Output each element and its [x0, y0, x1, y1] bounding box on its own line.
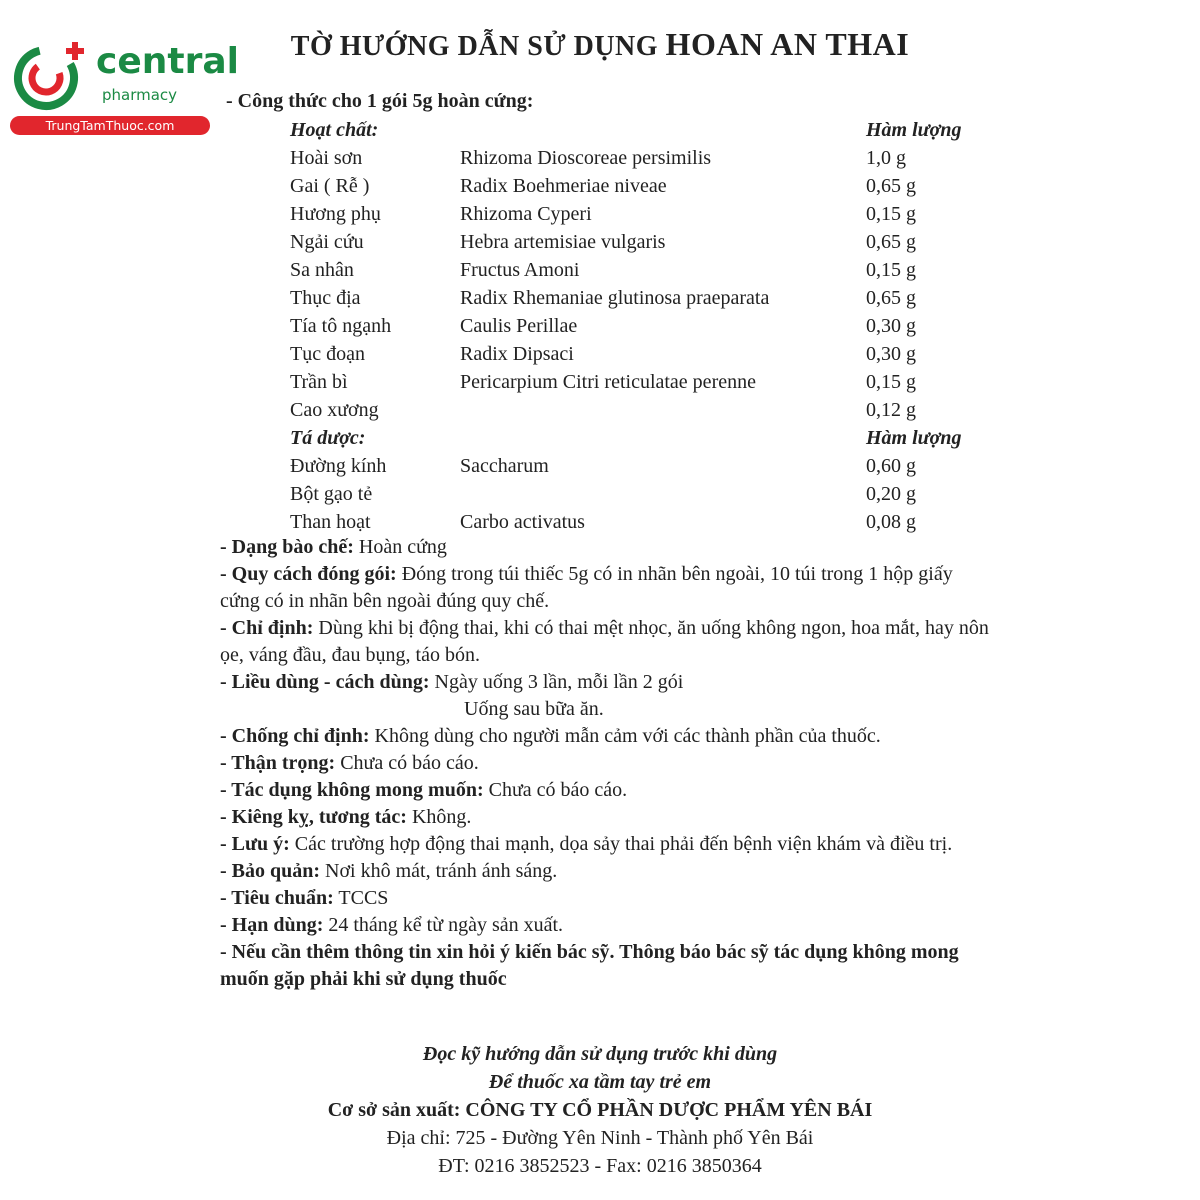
table-row [290, 228, 986, 256]
ingredient-qty: 0,12 g [866, 398, 916, 421]
section-packaging [220, 561, 990, 615]
table-row [290, 508, 986, 536]
excipient-qty: 0,08 g [866, 510, 916, 533]
section-label: - Hạn dùng: [220, 914, 324, 936]
section-label: - Chỉ định: [220, 617, 314, 639]
active-qty-heading: Hàm lượng [866, 118, 962, 141]
section-dosage-note: Uống sau bữa ăn. [464, 698, 604, 720]
logo-sub-text: pharmacy [102, 86, 178, 104]
footer-read-warning: Đọc kỹ hướng dẫn sử dụng trước khi dùng [422, 1043, 778, 1065]
section-text: Không dùng cho người mẫn cảm với các thành phần của thuốc. [369, 725, 881, 747]
section-indication [220, 615, 990, 669]
ingredient-latin: Radix Rhemaniae glutinosa praeparata [460, 286, 770, 309]
excipient-name: Bột gạo tẻ [290, 482, 373, 505]
ingredient-qty: 0,30 g [866, 314, 916, 337]
section-label: - Chống chỉ định: [220, 725, 370, 747]
ingredient-latin: Radix Dipsaci [460, 342, 574, 365]
section-dosage [220, 669, 990, 696]
section-storage [220, 858, 990, 885]
section-note [220, 831, 990, 858]
ingredient-qty: 0,65 g [866, 174, 916, 197]
page-title [0, 26, 1200, 63]
table-row [290, 396, 986, 424]
section-expiry [220, 912, 990, 939]
table-row [290, 480, 986, 508]
excipient-name: Đường kính [290, 454, 387, 477]
section-text: Hoàn cứng [353, 536, 447, 558]
ingredient-latin: Hebra artemisiae vulgaris [460, 230, 666, 253]
section-label: - Tiêu chuẩn: [220, 887, 334, 909]
footer-address: Địa chỉ: 725 - Đường Yên Ninh - Thành phố Yên Bái [386, 1127, 814, 1149]
section-text: 24 tháng kể từ ngày sản xuất. [323, 914, 564, 936]
ingredient-qty: 0,15 g [866, 258, 916, 281]
table-row [290, 312, 986, 340]
section-label: - Tác dụng không mong muốn: [220, 779, 484, 801]
table-row [290, 200, 986, 228]
excipient-latin [460, 480, 866, 508]
section-caution [220, 750, 990, 777]
footer-keep-warning: Để thuốc xa tầm tay trẻ em [488, 1071, 712, 1093]
ingredient-qty: 1,0 g [866, 146, 906, 169]
table-row [290, 284, 986, 312]
section-standard [220, 885, 990, 912]
ingredients-table [290, 116, 986, 536]
ingredient-latin: Caulis Perillae [460, 314, 578, 337]
ingredient-qty: 0,30 g [866, 342, 916, 365]
leaflet-footer [0, 1040, 1200, 1180]
excipient-qty: 0,60 g [866, 454, 916, 477]
ingredient-qty: 0,15 g [866, 370, 916, 393]
excipient-qty-heading: Hàm lượng [866, 426, 962, 449]
formula-heading: - Công thức cho 1 gói 5g hoàn cứng: [226, 90, 534, 112]
section-label: - Dạng bào chế: [220, 536, 354, 558]
title-prefix: TỜ HƯỚNG DẪN SỬ DỤNG [290, 31, 666, 62]
table-row [290, 368, 986, 396]
ingredient-name: Ngải cứu [290, 230, 364, 253]
ingredients-body [290, 116, 986, 536]
section-label: - Kiêng kỵ, tương tác: [220, 806, 407, 828]
ingredient-latin: Radix Boehmeriae niveae [460, 174, 667, 197]
ingredient-qty: 0,65 g [866, 286, 916, 309]
leaflet-sections [220, 534, 990, 993]
ingredient-name: Sa nhân [290, 258, 354, 281]
section-side-effects [220, 777, 990, 804]
table-row [290, 452, 986, 480]
ingredient-qty: 0,15 g [866, 202, 916, 225]
excipient-heading: Tá dược: [290, 426, 366, 449]
section-dosage-form [220, 534, 990, 561]
section-text: Chưa có báo cáo. [335, 752, 479, 774]
logo-site-bar[interactable]: TrungTamThuoc.com [10, 116, 210, 135]
ingredient-name: Tía tô ngạnh [290, 314, 392, 337]
section-text: Không. [406, 806, 472, 828]
excipient-qty: 0,20 g [866, 482, 916, 505]
ingredient-latin: Rhizoma Cyperi [460, 202, 592, 225]
ingredient-latin [460, 396, 866, 424]
ingredient-name: Hương phụ [290, 202, 381, 225]
excipient-latin: Saccharum [460, 454, 549, 477]
section-label: - Lưu ý: [220, 833, 290, 855]
section-text: Chưa có báo cáo. [483, 779, 628, 801]
ingredient-name: Hoài sơn [290, 146, 363, 169]
section-label: - Quy cách đóng gói: [220, 563, 397, 585]
ingredient-latin: Fructus Amoni [460, 258, 580, 281]
section-text: Đóng trong túi thiếc 5g có in nhãn bên ngoài, 10 túi trong 1 hộp giấy cứng có in nhãn bên ngoài đúng quy chế. [220, 563, 953, 612]
section-label: - Bảo quản: [220, 860, 321, 882]
ingredient-name: Gai ( Rễ ) [290, 174, 370, 197]
section-advice: - Nếu cần thêm thông tin xin hỏi ý kiến bác sỹ. Thông báo bác sỹ tác dụng không mong muốn gặp phải khi sử dụng thuốc [220, 941, 959, 990]
section-interactions [220, 804, 990, 831]
table-row [290, 340, 986, 368]
table-row [290, 144, 986, 172]
active-heading: Hoạt chất: [290, 118, 379, 141]
section-text: Nơi khô mát, tránh ánh sáng. [320, 860, 558, 882]
table-row [290, 172, 986, 200]
section-text: TCCS [333, 887, 389, 909]
section-contraindication [220, 723, 990, 750]
ingredient-name: Tục đoạn [290, 342, 365, 365]
active-header-row [290, 116, 986, 144]
ingredient-latin: Pericarpium Citri reticulatae perenne [460, 370, 756, 393]
section-label: - Thận trọng: [220, 752, 336, 774]
ingredient-name: Trần bì [290, 370, 348, 393]
title-product: HOAN AN THAI [665, 26, 910, 62]
section-text: Dùng khi bị động thai, khi có thai mệt nhọc, ăn uống không ngon, hoa mắt, hay nôn ọe, váng đầu, đau bụng, táo bón. [220, 617, 989, 666]
section-text: Ngày uống 3 lần, mỗi lần 2 gói [429, 671, 684, 693]
excipient-name: Than hoạt [290, 510, 371, 533]
excipient-latin: Carbo activatus [460, 510, 585, 533]
section-text: Các trường hợp động thai mạnh, dọa sảy thai phải đến bệnh viện khám và điều trị. [289, 833, 953, 855]
ingredient-qty: 0,65 g [866, 230, 916, 253]
ingredient-name: Thục địa [290, 286, 361, 309]
ingredient-latin: Rhizoma Dioscoreae persimilis [460, 146, 712, 169]
excipient-header-row [290, 424, 986, 452]
footer-manufacturer: Cơ sở sản xuất: CÔNG TY CỔ PHẦN DƯỢC PHẨM YÊN BÁI [327, 1099, 873, 1121]
section-label: - Liều dùng - cách dùng: [220, 671, 430, 693]
logo-brand-text: central [96, 41, 239, 82]
footer-phone: ĐT: 0216 3852523 - Fax: 0216 3850364 [438, 1155, 762, 1177]
table-row [290, 256, 986, 284]
ingredient-name: Cao xương [290, 398, 379, 421]
